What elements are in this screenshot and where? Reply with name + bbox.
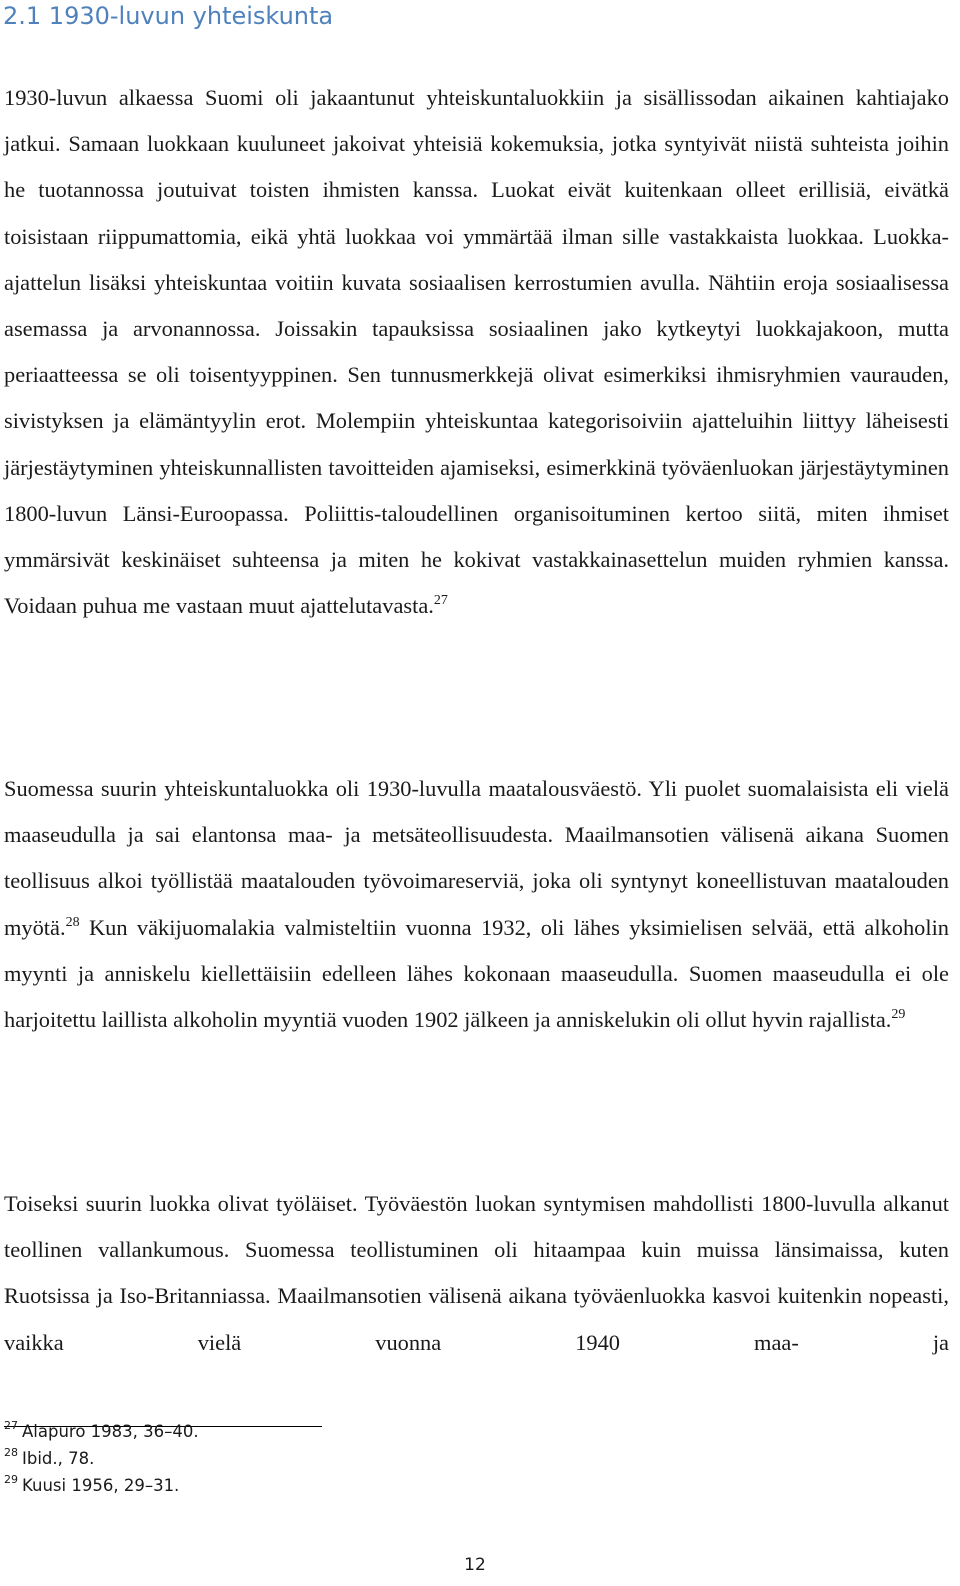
paragraph-1-text: 1930-luvun alkaessa Suomi oli jakaantunut yhteiskuntaluokkiin ja sisällissodan aikainen kahtiajako jatkui. Samaan luokkaan kuuluneet jakoivat yhteisiä kokemuksia, jotka syntyivät niistä suhteista joihin he tuotannossa joutuivat toisten ihmisten kanssa. Luokat eivät kuitenkaan olleet erillisiä, eivätkä toisistaan riippumattomia, eikä yhtä luokkaa voi ymmärtää ilman sille vastakkaista luokkaa. Luokka-ajattelun lisäksi yhteiskuntaa voitiin kuvata sosiaalisen kerrostumien avulla. Nähtiin eroja sosiaalisessa asemassa ja arvonannossa. Joissakin tapauksissa sosiaalinen jako kytkeytyi luokkajakoon, mutta periaatteessa se oli toisentyyppinen. Sen tunnusmerkkejä olivat esimerkiksi ihmisryhmien vaurauden, sivistyksen ja elämäntyylin erot. Molempiin yhteiskuntaa kategorisoiviin ajatteluihin liittyy läheisesti järjestäytyminen yhteiskunnallisten tavoitteiden ajamiseksi, esimerkkinä työväenluokan järjestäytyminen 1800-luvun Länsi-Euroopassa. Poliittis-taloudellinen organisoituminen kertoo siitä, miten ihmiset ymmärsivät keskinäiset suhteensa ja miten he kokivat vastakkainasettelun muiden ryhmien kanssa. Voidaan puhua me vastaan muut ajattelutavasta.: [4, 85, 949, 619]
footnote-ref-29[interactable]: 29: [891, 1007, 906, 1023]
footnote-ref-27[interactable]: 27: [433, 593, 448, 609]
footnote-number: 27: [4, 1419, 18, 1432]
section-heading: 2.1 1930-luvun yhteiskunta: [3, 2, 334, 30]
body-paragraph-1: [4, 75, 949, 629]
page-number: 12: [464, 1555, 486, 1575]
paragraph-2-text-b: Kun väkijuomalakia valmisteltiin vuonna 1932, oli lähes yksimielisen selvää, että alkoholin myynti ja anniskelu kiellettäisiin edelleen lähes kokonaan maaseudulla. Suomen maaseudulla ei ole harjoitettu laillista alkoholin myyntiä vuoden 1902 jälkeen ja anniskelukin oli ollut hyvin rajallista.: [4, 914, 949, 1033]
footnote-text: Kuusi 1956, 29–31.: [22, 1476, 180, 1495]
footnote-number: 29: [4, 1473, 18, 1486]
footnote-ref-28[interactable]: 28: [65, 914, 80, 930]
footnote-text: Ibid., 78.: [22, 1449, 95, 1468]
paragraph-3-text: Toiseksi suurin luokka olivat työläiset. Työväestön luokan syntymisen mahdollisti 1800-luvulla alkanut teollinen vallankumous. Suomessa teollistuminen oli hitaampaa kuin muissa länsimaissa, kuten Ruotsissa ja Iso-Britanniassa. Maailmansotien välisenä aikana työväenluokka kasvoi kuitenkin nopeasti, vaikka vielä vuonna 1940 maa- ja: [4, 1191, 949, 1355]
body-paragraph-3: [4, 1181, 949, 1366]
body-paragraph-2: [4, 766, 949, 1043]
footnote-item: [4, 1412, 199, 1439]
paragraph-2-text-a: Suomessa suurin yhteiskuntaluokka oli 1930-luvulla maatalousväestö. Yli puolet suomalaisista eli vielä maaseudulla ja sai elantonsa maa- ja metsäteollisuudesta. Maailmansotien välisenä aikana Suomen teollisuus alkoi työllistää maatalouden työvoimareserviä, joka oli syntynyt koneellistuvan maatalouden myötä.: [4, 776, 949, 940]
footnotes-list: [4, 1408, 199, 1493]
footnote-item: [4, 1439, 199, 1466]
footnote-item: [4, 1466, 199, 1493]
footnote-text: Alapuro 1983, 36–40.: [22, 1422, 199, 1441]
footnote-number: 28: [4, 1446, 18, 1459]
